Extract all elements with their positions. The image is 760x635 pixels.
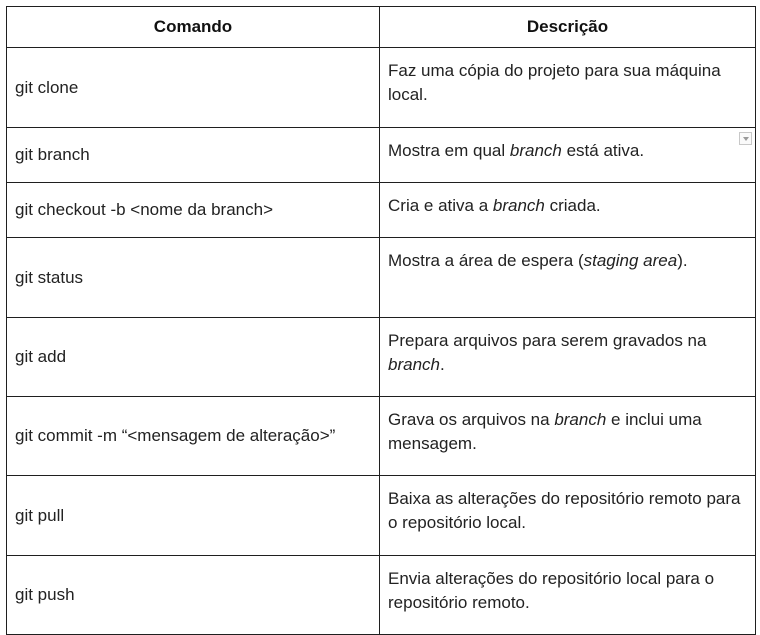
emphasis-text: staging area	[583, 251, 678, 270]
emphasis-text: branch	[492, 196, 545, 215]
command-cell: git push	[7, 556, 380, 635]
emphasis-text: branch	[509, 141, 562, 160]
dropdown-arrow-icon[interactable]	[739, 132, 752, 145]
header-description: Descrição	[380, 7, 756, 48]
table-row	[7, 238, 756, 318]
table-row	[7, 318, 756, 397]
description-cell	[380, 128, 756, 183]
table-header-row	[7, 7, 756, 48]
description-cell: Mostra a área de espera (staging area).	[380, 238, 756, 318]
command-cell: git branch	[7, 128, 380, 183]
description-cell: Faz uma cópia do projeto para sua máquina local.	[380, 48, 756, 128]
description-cell: Cria e ativa a branch criada.	[380, 183, 756, 238]
command-cell: git checkout -b <nome da branch>	[7, 183, 380, 238]
description-text: Mostra em qual branch está ativa.	[388, 141, 645, 160]
table-row	[7, 128, 756, 183]
table-row	[7, 397, 756, 476]
command-cell: git add	[7, 318, 380, 397]
command-cell: git pull	[7, 476, 380, 556]
header-command: Comando	[7, 7, 380, 48]
description-cell: Prepara arquivos para serem gravados na branch.	[380, 318, 756, 397]
command-cell: git commit -m “<mensagem de alteração>”	[7, 397, 380, 476]
emphasis-text: branch	[554, 410, 607, 429]
description-cell: Grava os arquivos na branch e inclui uma mensagem.	[380, 397, 756, 476]
emphasis-text: branch	[388, 355, 440, 374]
table-row	[7, 556, 756, 635]
table-row	[7, 183, 756, 238]
description-cell: Baixa as alterações do repositório remoto para o repositório local.	[380, 476, 756, 556]
command-cell: git status	[7, 238, 380, 318]
table-row	[7, 48, 756, 128]
table-row	[7, 476, 756, 556]
description-cell: Envia alterações do repositório local para o repositório remoto.	[380, 556, 756, 635]
command-cell: git clone	[7, 48, 380, 128]
